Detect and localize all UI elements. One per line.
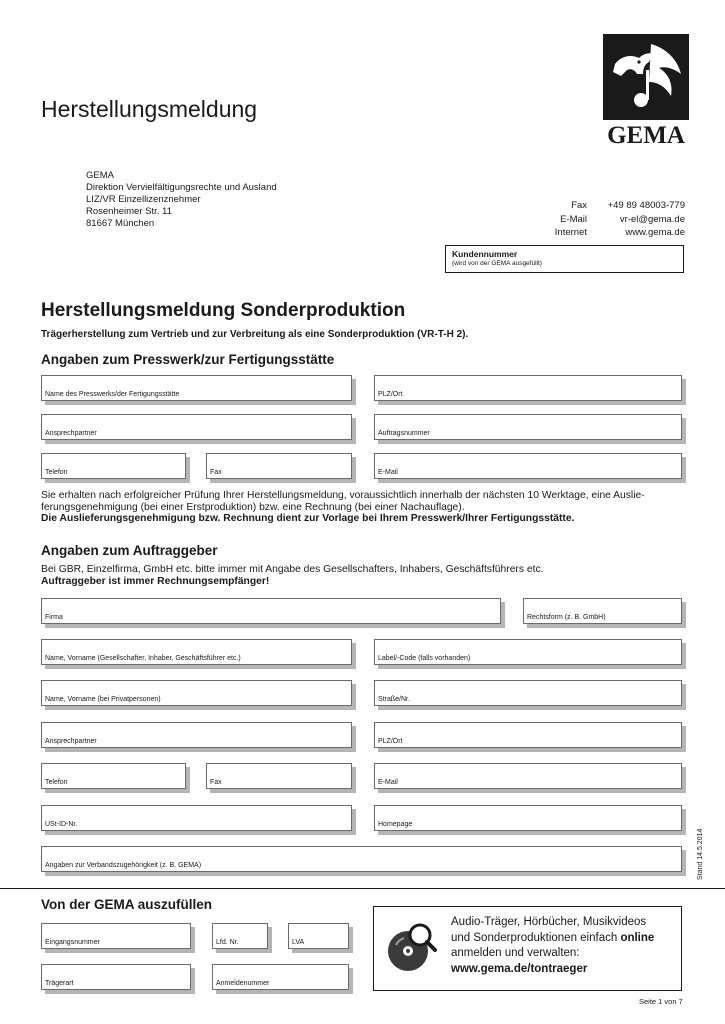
address-line: Rosenheimer Str. 11 xyxy=(86,206,172,217)
cd-magnifier-icon xyxy=(386,919,438,975)
address-line: 81667 München xyxy=(86,218,155,229)
presswerk-email-field[interactable] xyxy=(374,453,682,479)
field-label: E-Mail xyxy=(378,469,398,476)
address-line: LIZ/VR Einzellizenznehmer xyxy=(86,194,201,205)
kundennummer-field[interactable] xyxy=(445,245,684,273)
presswerk-fax-field[interactable] xyxy=(206,453,352,479)
field-label: Firma xyxy=(45,614,63,621)
field-label: PLZ/Ort xyxy=(378,738,403,745)
email-value[interactable]: vr-el@gema.de xyxy=(619,213,685,225)
field-label: Ansprechpartner xyxy=(45,738,97,745)
presswerk-auftragsnummer-field[interactable] xyxy=(374,414,682,440)
label-code-field[interactable] xyxy=(374,639,682,665)
section-divider xyxy=(0,888,725,889)
ust-id-field[interactable] xyxy=(41,805,352,831)
field-label: Lfd. Nr. xyxy=(216,939,239,946)
verband-field[interactable] xyxy=(41,846,682,872)
field-label: Telefon xyxy=(45,779,68,786)
gema-logo-text: GEMA xyxy=(607,122,685,149)
field-label: E-Mail xyxy=(378,779,398,786)
anmeldenummer-field[interactable] xyxy=(212,964,349,990)
presswerk-plz-field[interactable] xyxy=(374,375,682,401)
field-label: Fax xyxy=(210,469,222,476)
internet-value[interactable]: www.gema.de xyxy=(625,227,685,238)
traegerart-field[interactable] xyxy=(41,964,191,990)
address-line: GEMA xyxy=(86,170,114,181)
presswerk-ansprechpartner-field[interactable] xyxy=(41,414,352,440)
promo-line: anmelden und verwalten: xyxy=(451,947,580,959)
form-heading: Herstellungsmeldung Sonderproduktion xyxy=(41,300,406,321)
recipient-address xyxy=(86,170,277,230)
field-label: Name des Presswerks/der Fertigungsstätte xyxy=(45,391,180,398)
field-label: Auftragsnummer xyxy=(378,430,430,437)
intro-line: Bei GBR, Einzelfirma, GmbH etc. bitte immer mit Angabe des Gesellschafters, Inhabers, Geschäftsführers etc. xyxy=(41,564,544,575)
field-label: Name, Vorname (Gesellschafter, Inhaber, Geschäftsführer etc.) xyxy=(45,655,241,662)
auftraggeber-plz-field[interactable] xyxy=(374,722,682,748)
strasse-field[interactable] xyxy=(374,680,682,706)
homepage-field[interactable] xyxy=(374,805,682,831)
info-line: Sie erhalten nach erfolgreicher Prüfung Ihrer Herstellungsmeldung, voraussichtlich innerhalb der nächsten 10 Werktage, eine Auslie- xyxy=(41,490,645,501)
field-label: Homepage xyxy=(378,821,413,828)
field-label: Label/-Code (falls vorhanden) xyxy=(378,655,471,662)
eingangsnummer-field[interactable] xyxy=(41,923,191,949)
email-label: E-Mail xyxy=(560,213,587,225)
auftraggeber-telefon-field[interactable] xyxy=(41,763,186,789)
presswerk-name-field[interactable] xyxy=(41,375,352,401)
address-line: Direktion Vervielfältigungsrechte und Ausland xyxy=(86,182,277,193)
promo-line: Audio-Träger, Hörbücher, Musikvideos xyxy=(451,916,647,928)
info-line: ferungsgenehmigung (bei einer Erstproduktion) bzw. eine Rechnung (bei einer Nachauflage). xyxy=(41,501,465,513)
gema-logo xyxy=(603,34,689,149)
promo-url[interactable]: www.gema.de/tontraeger xyxy=(451,962,588,975)
document-title: Herstellungsmeldung xyxy=(41,96,258,122)
info-bold-line: Die Auslieferungsgenehmigung bzw. Rechnung dient zur Vorlage bei Ihrem Presswerk/Ihrer Fertigungsstätte. xyxy=(41,513,575,524)
field-label: LVA xyxy=(292,939,305,946)
info-paragraph xyxy=(41,490,645,525)
field-label: PLZ/Ort xyxy=(378,391,403,398)
promo-line2 xyxy=(451,931,654,947)
presswerk-telefon-field[interactable] xyxy=(41,453,186,479)
field-label: Fax xyxy=(210,779,222,786)
stand-text: Stand 14.5.2014 xyxy=(697,828,704,880)
field-label: Straße/Nr. xyxy=(378,696,410,703)
auftraggeber-email-field[interactable] xyxy=(374,763,682,789)
field-label: Telefon xyxy=(45,469,68,476)
promo-online-word: online xyxy=(620,931,655,944)
field-label: Anmeldenummer xyxy=(216,980,270,987)
auftraggeber-ansprechpartner-field[interactable] xyxy=(41,722,352,748)
promo-text xyxy=(451,915,654,977)
field-label: Name, Vorname (bei Privatpersonen) xyxy=(45,696,161,703)
field-label: Trägerart xyxy=(45,980,74,987)
field-label: Ansprechpartner xyxy=(45,430,97,437)
name-privat-field[interactable] xyxy=(41,680,352,706)
section-auftraggeber-heading: Angaben zum Auftraggeber xyxy=(41,543,218,558)
field-label: Angaben zur Verbandszugehörigkeit (z. B. GEMA) xyxy=(45,862,202,869)
lfd-nr-field[interactable] xyxy=(212,923,268,949)
contact-block xyxy=(520,199,685,240)
kundennummer-note: (wird von der GEMA ausgefüllt) xyxy=(452,260,542,267)
intro-bold-line: Auftraggeber ist immer Rechnungsempfänger! xyxy=(41,575,270,587)
page-number: Seite 1 von 7 xyxy=(639,997,683,1006)
form-subheading: Trägerherstellung zum Vertrieb und zur Verbreitung als eine Sonderproduktion (VR-T-H 2). xyxy=(41,329,469,340)
auftraggeber-fax-field[interactable] xyxy=(206,763,352,789)
fax-value: +49 89 48003-779 xyxy=(607,200,685,211)
stand-date xyxy=(697,820,707,880)
firma-field[interactable] xyxy=(41,598,501,624)
fax-label: Fax xyxy=(571,200,587,211)
section-presswerk-heading: Angaben zum Presswerk/zur Fertigungsstätte xyxy=(41,352,335,367)
gema-logo-mark-icon xyxy=(603,34,689,120)
name-gesellschafter-field[interactable] xyxy=(41,639,352,665)
field-label: Rechtsform (z. B. GmbH) xyxy=(527,614,606,621)
field-label: Eingangsnummer xyxy=(45,939,100,946)
field-label: USt-ID-Nr. xyxy=(45,821,78,828)
auftraggeber-intro xyxy=(41,564,543,587)
kundennummer-label: Kundennummer xyxy=(452,249,518,259)
section-gema-heading: Von der GEMA auszufüllen xyxy=(41,897,213,912)
promo-line-text: und Sonderproduktionen einfach xyxy=(451,931,621,944)
online-promo-box xyxy=(373,906,682,991)
lva-field[interactable] xyxy=(288,923,349,949)
internet-label: Internet xyxy=(554,227,587,238)
rechtsform-field[interactable] xyxy=(523,598,682,624)
